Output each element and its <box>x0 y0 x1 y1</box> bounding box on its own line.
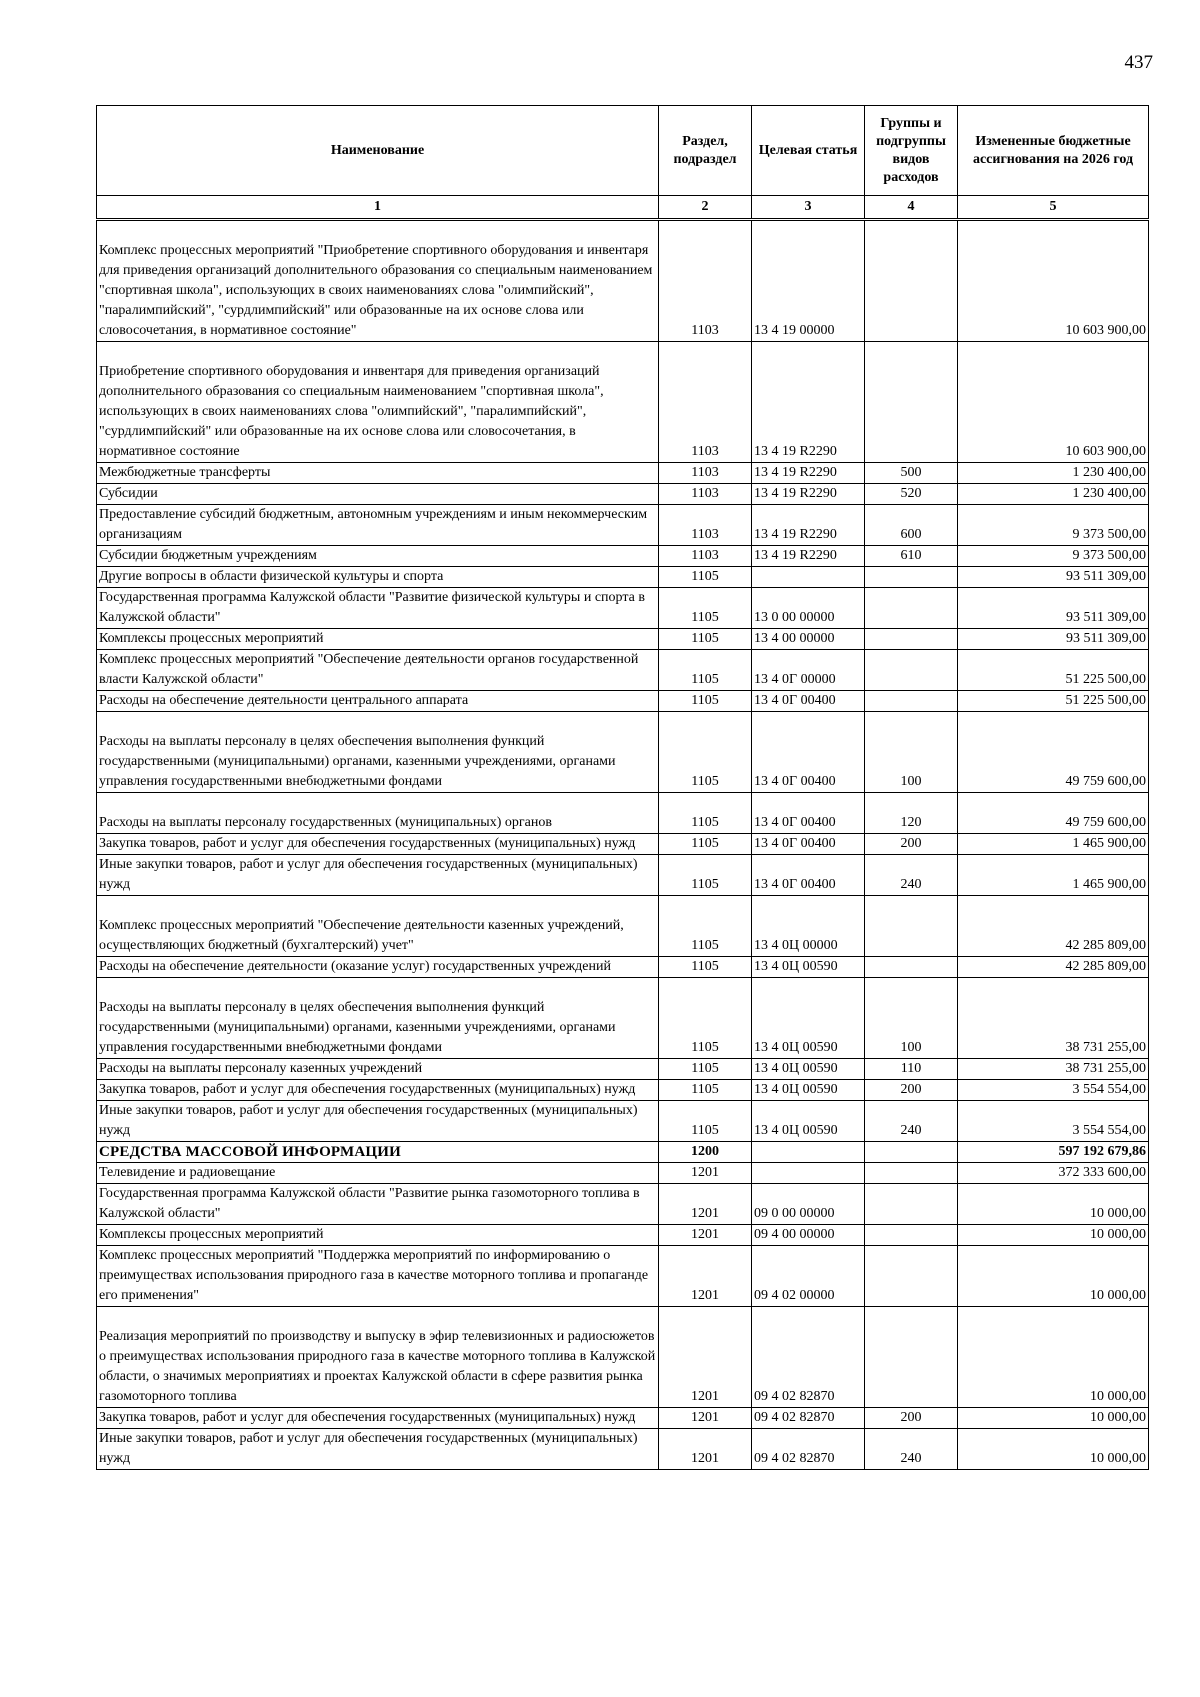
header-amount: Измененные бюджетные ассигнования на 2026 год <box>958 106 1149 196</box>
row-name-cell: Иные закупки товаров, работ и услуг для обеспечения государственных (муниципальных) нужд <box>97 1101 659 1142</box>
row-target-cell: 13 4 0Ц 00590 <box>752 957 865 978</box>
row-section-cell: 1105 <box>659 896 752 957</box>
row-section-cell: 1105 <box>659 629 752 650</box>
table-row <box>97 629 1149 650</box>
row-target-cell: 09 4 02 82870 <box>752 1429 865 1470</box>
row-section-cell: 1105 <box>659 712 752 793</box>
table-row <box>97 691 1149 712</box>
row-amount-cell: 597 192 679,86 <box>958 1142 1149 1163</box>
row-name-cell: Расходы на обеспечение деятельности (оказание услуг) государственных учреждений <box>97 957 659 978</box>
row-name-cell: Закупка товаров, работ и услуг для обеспечения государственных (муниципальных) нужд <box>97 1408 659 1429</box>
table-row <box>97 505 1149 546</box>
row-group-cell: 110 <box>865 1059 958 1080</box>
row-name-cell: Межбюджетные трансферты <box>97 463 659 484</box>
row-target-cell: 13 4 19 R2290 <box>752 546 865 567</box>
row-group-cell <box>865 220 958 342</box>
row-group-cell: 100 <box>865 712 958 793</box>
row-amount-cell: 42 285 809,00 <box>958 896 1149 957</box>
table-row <box>97 463 1149 484</box>
table-row <box>97 1429 1149 1470</box>
table-row <box>97 546 1149 567</box>
row-group-cell: 100 <box>865 978 958 1059</box>
row-name-cell: Комплексы процессных мероприятий <box>97 1225 659 1246</box>
table-row <box>97 1142 1149 1163</box>
row-name-cell: Другие вопросы в области физической культуры и спорта <box>97 567 659 588</box>
row-name-cell: Расходы на выплаты персоналу казенных учреждений <box>97 1059 659 1080</box>
row-name-cell: Реализация мероприятий по производству и выпуску в эфир телевизионных и радиосюжетов о преимуществах использования природного газа в качестве моторного топлива в Калужской области, о значимых мероприятиях и проектах Калужской области в сфере развития рынка газомоторного топлива <box>97 1307 659 1408</box>
row-amount-cell: 51 225 500,00 <box>958 691 1149 712</box>
row-group-cell <box>865 691 958 712</box>
table-row <box>97 567 1149 588</box>
row-group-cell: 200 <box>865 834 958 855</box>
row-amount-cell: 372 333 600,00 <box>958 1163 1149 1184</box>
row-name-cell: Комплексы процессных мероприятий <box>97 629 659 650</box>
row-section-cell: 1103 <box>659 546 752 567</box>
row-group-cell: 600 <box>865 505 958 546</box>
row-name-cell: Комплекс процессных мероприятий "Обеспечение деятельности казенных учреждений, осуществляющих бюджетный (бухгалтерский) учет" <box>97 896 659 957</box>
row-group-cell <box>865 1246 958 1307</box>
row-name-cell: Комплекс процессных мероприятий "Приобретение спортивного оборудования и инвентаря для приведения организаций дополнительного образования со специальным наименованием "спортивная школа", использующих в своих наименованиях слова "олимпийский", "паралимпийский", "сурдлимпийский" или образованные на их основе слова или словосочетания, в нормативное состояние" <box>97 220 659 342</box>
budget-table <box>96 105 1149 1470</box>
column-number: 2 <box>659 196 752 220</box>
row-name-cell: Телевидение и радиовещание <box>97 1163 659 1184</box>
column-number-row <box>97 196 1149 220</box>
row-name-cell: Иные закупки товаров, работ и услуг для обеспечения государственных (муниципальных) нужд <box>97 855 659 896</box>
row-name-cell: Государственная программа Калужской области "Развитие физической культуры и спорта в Калужской области" <box>97 588 659 629</box>
table-row <box>97 1246 1149 1307</box>
header-name: Наименование <box>97 106 659 196</box>
row-section-cell: 1201 <box>659 1408 752 1429</box>
row-amount-cell: 10 000,00 <box>958 1429 1149 1470</box>
row-amount-cell: 1 230 400,00 <box>958 484 1149 505</box>
column-number: 1 <box>97 196 659 220</box>
row-amount-cell: 42 285 809,00 <box>958 957 1149 978</box>
row-amount-cell: 38 731 255,00 <box>958 978 1149 1059</box>
row-target-cell: 13 4 0Г 00400 <box>752 691 865 712</box>
row-section-cell: 1201 <box>659 1307 752 1408</box>
row-amount-cell: 10 000,00 <box>958 1307 1149 1408</box>
table-row <box>97 855 1149 896</box>
row-name-cell: Комплекс процессных мероприятий "Обеспечение деятельности органов государственной власти Калужской области" <box>97 650 659 691</box>
table-row <box>97 1080 1149 1101</box>
row-target-cell <box>752 1142 865 1163</box>
table-row <box>97 793 1149 834</box>
row-target-cell: 13 4 0Ц 00590 <box>752 1059 865 1080</box>
row-amount-cell: 51 225 500,00 <box>958 650 1149 691</box>
row-name-cell: Субсидии <box>97 484 659 505</box>
row-amount-cell: 38 731 255,00 <box>958 1059 1149 1080</box>
header-row <box>97 106 1149 196</box>
column-number: 5 <box>958 196 1149 220</box>
row-amount-cell: 93 511 309,00 <box>958 567 1149 588</box>
row-section-cell: 1103 <box>659 463 752 484</box>
row-amount-cell: 1 465 900,00 <box>958 855 1149 896</box>
row-amount-cell: 10 603 900,00 <box>958 220 1149 342</box>
row-target-cell: 13 4 0Г 00000 <box>752 650 865 691</box>
row-amount-cell: 49 759 600,00 <box>958 712 1149 793</box>
row-section-cell: 1201 <box>659 1225 752 1246</box>
row-amount-cell: 10 000,00 <box>958 1184 1149 1225</box>
row-name-cell: Государственная программа Калужской области "Развитие рынка газомоторного топлива в Калужской области" <box>97 1184 659 1225</box>
page-number: 437 <box>1124 52 1153 73</box>
row-target-cell: 09 4 02 82870 <box>752 1307 865 1408</box>
row-group-cell <box>865 567 958 588</box>
row-group-cell: 200 <box>865 1408 958 1429</box>
row-target-cell: 13 4 0Ц 00000 <box>752 896 865 957</box>
table-row <box>97 957 1149 978</box>
row-amount-cell: 10 603 900,00 <box>958 342 1149 463</box>
table-row <box>97 978 1149 1059</box>
row-amount-cell: 93 511 309,00 <box>958 629 1149 650</box>
row-group-cell: 120 <box>865 793 958 834</box>
row-section-cell: 1105 <box>659 1059 752 1080</box>
row-target-cell <box>752 1163 865 1184</box>
row-target-cell: 09 4 00 00000 <box>752 1225 865 1246</box>
row-amount-cell: 10 000,00 <box>958 1225 1149 1246</box>
row-amount-cell: 49 759 600,00 <box>958 793 1149 834</box>
row-section-cell: 1201 <box>659 1184 752 1225</box>
table-row <box>97 1184 1149 1225</box>
row-group-cell <box>865 588 958 629</box>
row-name-cell: Расходы на обеспечение деятельности центрального аппарата <box>97 691 659 712</box>
row-amount-cell: 10 000,00 <box>958 1408 1149 1429</box>
row-section-cell: 1200 <box>659 1142 752 1163</box>
row-name-cell: Приобретение спортивного оборудования и инвентаря для приведения организаций дополнительного образования со специальным наименованием "спортивная школа", использующих в своих наименованиях слова "олимпийский", "паралимпийский", "сурдлимпийский" или образованные на их основе слова или словосочетания, в нормативное состояние <box>97 342 659 463</box>
row-section-cell: 1105 <box>659 567 752 588</box>
row-amount-cell: 10 000,00 <box>958 1246 1149 1307</box>
row-name-cell: СРЕДСТВА МАССОВОЙ ИНФОРМАЦИИ <box>97 1142 659 1163</box>
row-group-cell: 240 <box>865 855 958 896</box>
row-section-cell: 1105 <box>659 1101 752 1142</box>
row-section-cell: 1105 <box>659 691 752 712</box>
row-group-cell <box>865 342 958 463</box>
row-amount-cell: 1 465 900,00 <box>958 834 1149 855</box>
row-amount-cell: 9 373 500,00 <box>958 505 1149 546</box>
table-row <box>97 1059 1149 1080</box>
row-section-cell: 1105 <box>659 978 752 1059</box>
row-section-cell: 1201 <box>659 1429 752 1470</box>
row-name-cell: Субсидии бюджетным учреждениям <box>97 546 659 567</box>
row-name-cell: Иные закупки товаров, работ и услуг для обеспечения государственных (муниципальных) нужд <box>97 1429 659 1470</box>
row-target-cell: 13 4 0Ц 00590 <box>752 1101 865 1142</box>
table-body <box>97 220 1149 1470</box>
row-target-cell: 13 4 19 R2290 <box>752 342 865 463</box>
header-group: Группы и подгруппы видов расходов <box>865 106 958 196</box>
row-name-cell: Комплекс процессных мероприятий "Поддержка мероприятий по информированию о преимуществах использования природного газа в качестве моторного топлива и пропаганде его применения" <box>97 1246 659 1307</box>
row-target-cell: 13 4 00 00000 <box>752 629 865 650</box>
row-target-cell: 13 4 0Г 00400 <box>752 834 865 855</box>
row-target-cell: 13 0 00 00000 <box>752 588 865 629</box>
row-group-cell <box>865 650 958 691</box>
table-row <box>97 650 1149 691</box>
row-group-cell <box>865 1142 958 1163</box>
table-row <box>97 1101 1149 1142</box>
row-group-cell <box>865 957 958 978</box>
row-target-cell: 13 4 0Г 00400 <box>752 712 865 793</box>
row-group-cell: 200 <box>865 1080 958 1101</box>
row-section-cell: 1105 <box>659 1080 752 1101</box>
row-group-cell <box>865 629 958 650</box>
row-amount-cell: 3 554 554,00 <box>958 1080 1149 1101</box>
table-row <box>97 1307 1149 1408</box>
row-section-cell: 1103 <box>659 505 752 546</box>
row-target-cell: 13 4 19 00000 <box>752 220 865 342</box>
header-target: Целевая статья <box>752 106 865 196</box>
row-target-cell: 13 4 19 R2290 <box>752 484 865 505</box>
row-group-cell: 240 <box>865 1101 958 1142</box>
table-row <box>97 484 1149 505</box>
row-target-cell: 09 4 02 00000 <box>752 1246 865 1307</box>
row-target-cell: 09 4 02 82870 <box>752 1408 865 1429</box>
table-row <box>97 834 1149 855</box>
column-number: 3 <box>752 196 865 220</box>
row-section-cell: 1105 <box>659 650 752 691</box>
row-target-cell: 13 4 0Г 00400 <box>752 855 865 896</box>
row-name-cell: Закупка товаров, работ и услуг для обеспечения государственных (муниципальных) нужд <box>97 834 659 855</box>
row-group-cell: 610 <box>865 546 958 567</box>
table-row <box>97 342 1149 463</box>
row-target-cell: 13 4 19 R2290 <box>752 505 865 546</box>
row-section-cell: 1105 <box>659 855 752 896</box>
row-group-cell <box>865 896 958 957</box>
row-section-cell: 1103 <box>659 342 752 463</box>
table-row <box>97 712 1149 793</box>
header-section: Раздел, подраздел <box>659 106 752 196</box>
row-section-cell: 1201 <box>659 1163 752 1184</box>
column-number: 4 <box>865 196 958 220</box>
row-section-cell: 1103 <box>659 220 752 342</box>
table-row <box>97 1225 1149 1246</box>
row-section-cell: 1105 <box>659 793 752 834</box>
table-row <box>97 1163 1149 1184</box>
row-group-cell <box>865 1163 958 1184</box>
row-section-cell: 1201 <box>659 1246 752 1307</box>
row-name-cell: Расходы на выплаты персоналу в целях обеспечения выполнения функций государственными (муниципальными) органами, казенными учреждениями, органами управления государственными внебюджетными фондами <box>97 712 659 793</box>
table-row <box>97 220 1149 342</box>
row-name-cell: Закупка товаров, работ и услуг для обеспечения государственных (муниципальных) нужд <box>97 1080 659 1101</box>
row-amount-cell: 1 230 400,00 <box>958 463 1149 484</box>
row-name-cell: Расходы на выплаты персоналу государственных (муниципальных) органов <box>97 793 659 834</box>
row-section-cell: 1103 <box>659 484 752 505</box>
row-group-cell <box>865 1184 958 1225</box>
row-target-cell: 13 4 0Г 00400 <box>752 793 865 834</box>
row-section-cell: 1105 <box>659 957 752 978</box>
row-section-cell: 1105 <box>659 834 752 855</box>
row-amount-cell: 93 511 309,00 <box>958 588 1149 629</box>
row-amount-cell: 9 373 500,00 <box>958 546 1149 567</box>
row-target-cell <box>752 567 865 588</box>
row-section-cell: 1105 <box>659 588 752 629</box>
row-group-cell: 240 <box>865 1429 958 1470</box>
row-target-cell: 13 4 0Ц 00590 <box>752 978 865 1059</box>
row-target-cell: 13 4 0Ц 00590 <box>752 1080 865 1101</box>
row-group-cell: 520 <box>865 484 958 505</box>
row-amount-cell: 3 554 554,00 <box>958 1101 1149 1142</box>
row-target-cell: 09 0 00 00000 <box>752 1184 865 1225</box>
row-target-cell: 13 4 19 R2290 <box>752 463 865 484</box>
table-row <box>97 588 1149 629</box>
table-row <box>97 896 1149 957</box>
row-group-cell: 500 <box>865 463 958 484</box>
row-group-cell <box>865 1225 958 1246</box>
table-row <box>97 1408 1149 1429</box>
row-name-cell: Предоставление субсидий бюджетным, автономным учреждениям и иным некоммерческим организациям <box>97 505 659 546</box>
row-name-cell: Расходы на выплаты персоналу в целях обеспечения выполнения функций государственными (муниципальными) органами, казенными учреждениями, органами управления государственными внебюджетными фондами <box>97 978 659 1059</box>
row-group-cell <box>865 1307 958 1408</box>
